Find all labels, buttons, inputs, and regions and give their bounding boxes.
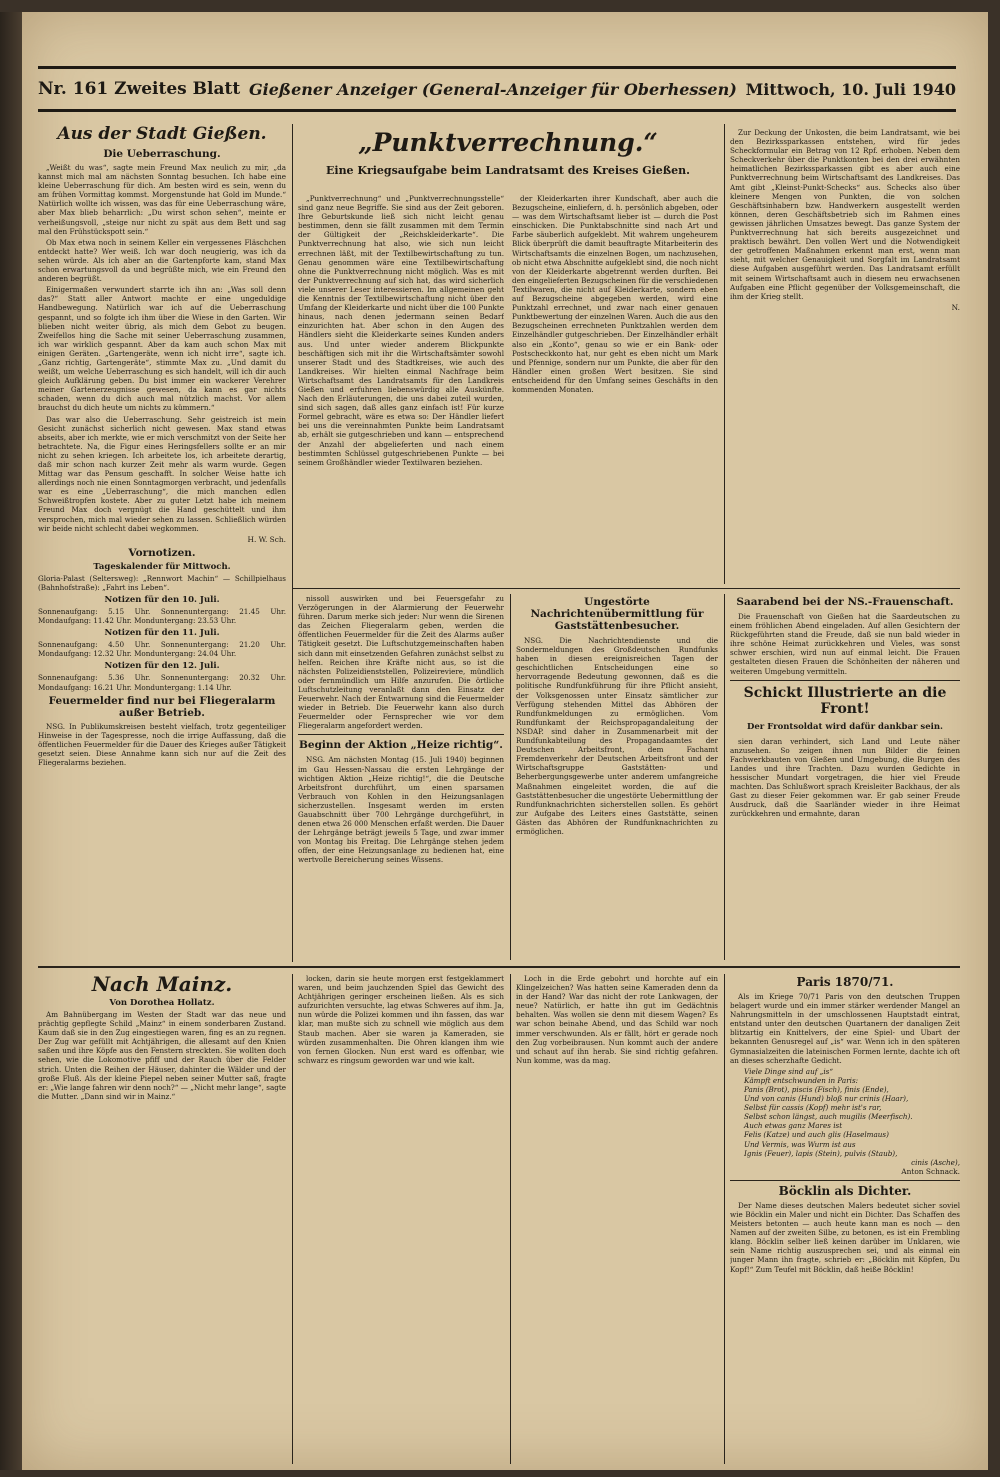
poem-line: Felis (Katze) und auch glis (Haselmaus) — [744, 1130, 889, 1140]
column-rule — [724, 124, 725, 584]
article-paragraph: „Weißt du was“, sagte mein Freund Max neulich zu mir, „da kannst mich mal am nächsten Sonntag besuchen. Ich habe eine kleine Ueberraschung für dich. Am besten wird es sein, wenn du am frühen Vormittag kommst. Morgenstunde hat Gold im Munde.“ Natürlich wollte ich wissen, was das für eine Ueberraschung wäre, aber Max blieb beharrlich: „Du wirst schon sehen“, meinte er verheißungsvoll, „steige nur nicht zu spät aus dem Bett und sag mal den Frühstückspott sein.“ — [38, 163, 286, 236]
story-text: Loch in die Erde gebohrt und horchte auf ein Klingelzeichen? Was hatten seine Kameraden denn da in der Hand? War das nicht der rote Lankwagen, der neue? Natürlich, er hatte ihn gut im Gedächtnis behalten. Was wollen sie denn mit diesem Wagen? Es war schon beinahe Abend, und das Schild war noch immer verschwunden. Als er fällt, hört er gerade noch den Zug vorbeibrausen. Nun kommt auch der andere und schaut auf ihn herab. Sie sind richtig gefahren. Nun komme, was da mag. — [516, 974, 718, 1065]
sun-text: Sonnenaufgang: 4.50 Uhr. Sonnenuntergang: 21.20 Uhr. Mondaufgang: 12.32 Uhr. Monduntergang: 24.04 Uhr. — [38, 640, 286, 659]
paris-column — [730, 974, 960, 1464]
article-paragraph: Einigermaßen verwundert starrte ich ihn an: „Was soll denn das?“ Statt aller Antwort machte er eine ungeduldige Handbewegung. Natürlich war ich auf die Ueberraschung gespannt, und so folgte ich ihm über die Wiese in den Garten. Wir blieben nicht weiter übrig, als mich dem Gebot zu beugen. Zweifellos hing die Sache mit seiner Ueberraschung zusammen, ich war wirklich gespannt. Aber da kam auch schon Max mit einigen Geräten. „Gartengeräte, wenn ich nicht irre“, sagte ich. „Ganz richtig, Gartengeräte“, stimmte Max zu. „Und damit du weißt, um welche Ueberraschung es sich handelt, will ich dir auch gleich Aufklärung geben. Du bist immer ein wackerer Verehrer meiner Gartenerzeugnisse gewesen, da kann es gar nichts schaden, wenn du dich auch mal nützlich machst. Vor allem brauchst du dich heute um nichts zu kümmern.“ — [38, 285, 286, 413]
feature-text: Zur Deckung der Unkosten, die beim Landratsamt, wie bei den Bezirkssparkassen entstehen, wird für jedes Scheckformular ein Betrag von 12 Rpf. erhoben. Neben dem Scheckverkehr über die Punktkonten bei den drei erwähnten heimatlichen Bezirkssparkassen gibt es aber auch eine Punktverrechnung beim Wirtschaftsamt des Landkreises. Das Amt gibt „Kleinst-Punkt-Schecks“ aus. Schecks also über kleinere Mengen von Punkten, die von solchen Geschäftsinhabern bzw. Handwerkern ausgestellt werden können, deren Geschäftsbetrieb sich im Rahmen eines gewissen jährlichen Umsatzes bewegt. Das ganze System der Punktverrechnung hat sich bereits ausgezeichnet und praktisch bewährt. Den vollen Wert und die Notwendigkeit der getroffenen Maßnahmen erkennt man erst, wenn man sieht, mit welcher Genauigkeit und Sorgfalt im Landratsamt diese Aufgaben ausgeführt werden. Das Landratsamt erfüllt mit seinem Wirtschaftsamt auch in diesem neu erwachsenen Aufgaben eine Pflicht gegenüber der Volksgemeinschaft, die ihm der Krieg stellt. — [730, 128, 960, 301]
boecklin-title: Böcklin als Dichter. — [778, 1183, 912, 1198]
feature-text: der Kleiderkarten ihrer Kundschaft, aber auch die Bezugscheine, einliefern, d. h. persönlich abgeben, oder — was dem Wirtschaftsamt lieber ist — durch die Post einschicken. Die Punktabschnitte sind nach Art und Farbe säuberlich aufgeklebt. Mit wahrem ungeheurem Blick überprüft die damit beauftragte Mitarbeiterin des Wirtschaftsamts die einzelnen Bogen, um nachzusehen, ob nicht etwa Abschnitte aufgeklebt sind, die noch nicht von der Kleiderkarte abgetrennt werden durften. Bei den eingelieferten Bezugscheinen für die verschiedenen Textilwaren, die nicht auf Kleiderkarte, sondern eben auf Bezugscheine abgegeben werden, wird eine Punktzahl errechnet, und zwar nach einer genauen Punktbewertung der einzelnen Waren. Auch die aus den Bezugscheinen errechneten Punktzahlen werden dem Einzelhändler gutgeschrieben. Der Einzelhändler erhält also ein „Konto“, genau so wie er ein Bank- oder Postscheckkonto hat, nur geht es eben nicht um Mark und Pfennige, sondern nur um Punkte, die aber für den Händler einen großen Wert besitzen. Sie sind entscheidend für den Umfang seines Geschäfts in den kommenden Monaten. — [512, 194, 718, 394]
section-rule — [730, 680, 960, 681]
radio-title: Ungestörte Nachrichtenübermittlung für Gaststättenbesucher. — [530, 596, 704, 632]
poem-line: Ignis (Feuer), lapis (Stein), pulvis (Staub), — [744, 1148, 898, 1158]
section-title: Aus der Stadt Gießen. — [57, 124, 267, 144]
illustrated-text: sien daran verhindert, sich Land und Leute näher anzusehen. So zeigen ihnen nun Bilder die feinen Fachwerkbauten von Gießen und Umgebung, die Burgen des Landes und ihre Trachten. Dazu wurden Gedichte in hessischer Mundart vorgetragen, die hier viel Freude machten. Das Schlußwort sprach Kreisleiter Backhaus, der als Gast zu dieser Feier gekommen war. Er gab seiner Freude Ausdruck, daß die Saarländer wieder in ihre Heimat zurückkehren und ermahnte, daran — [730, 736, 960, 819]
alarm-text: NSG. In Publikumskreisen besteht vielfach, trotz gegenteiliger Hinweise in der Tagespresse, noch die irrige Auffassung, daß die öffentlichen Feuermelder für die Dauer des Krieges außer Tätigkeit gesetzt seien. Diese Annahme kann sich nur auf die Zeit des Fliegeralarms beziehen. — [38, 721, 286, 767]
feature-deck: Eine Kriegsaufgabe beim Landratsamt des Kreises Gießen. — [326, 164, 690, 177]
feature-column-c — [730, 128, 960, 578]
paris-text: Als im Kriege 70/71 Paris von den deutschen Truppen belagert wurde und ein immer stärker werdender Mangel an Nahrungsmitteln in der umschlossenen Hauptstadt eintrat, entstand unter den deutschen Quartanern der danaligen Zeit blitzartig ein Knittelvers, der eine Spiel- und Ubart der bekannten Genusregel auf „is“ war. Wenn ich in den späteren Gymnasialzeiten die lateinischen Formen lernte, dachte ich oft an dieses scherzhafte Gedicht. — [730, 992, 960, 1065]
article-headline: Die Ueberraschung. — [103, 148, 221, 160]
boecklin-text: Der Name dieses deutschen Malers bedeutet sicher soviel wie Böcklin ein Maler und nicht ein Dichter. Das Schaffen des Meisters betonten — auch heute kann man es noch — den Namen auf der zweiten Silbe, zu betonen, es ist ein Frembling klang. Böcklin selber ließ keinen darüber im Unklaren, wie sein Name richtig auszusprechen sei, und als einmal ein junger Mann ihn fragte, schrieb er: „Böcklin mit Köpfen, Du Kopf!“ Zum Teufel mit Böcklin, daß heiße Böcklin! — [730, 1200, 960, 1274]
poem-line: Und Vermis, was Wurm ist aus — [744, 1139, 856, 1149]
author-signature: H. W. Sch. — [247, 534, 286, 544]
section-rule — [38, 966, 960, 968]
saar-column — [730, 594, 960, 960]
section-rule — [298, 734, 504, 735]
story-column-b — [298, 974, 504, 1464]
column-rule — [510, 974, 511, 1464]
poem-line: Kämpft entschwunden in Paris: — [744, 1075, 859, 1085]
issue-number: Nr. 161 Zweites Blatt — [38, 79, 241, 99]
story-author: Von Dorothea Hollatz. — [109, 998, 215, 1008]
sun-title: Notizen für den 11. Juli. — [104, 628, 220, 639]
alarm-headline: Feuermelder find nur bei Fliegeralarm außer Betrieb. — [48, 694, 276, 719]
article-paragraph: Das war also die Ueberraschung. Sehr geistreich ist mein Gesicht zunächst sicherlich nicht gewesen. Max stand etwas abseits, aber ich merkte, wie er mich verschmitzt von der Seite her betrachtete. Na, die Figur eines Heringsfellers sollte er an mir nicht zu sehen kriegen. Ich arbeitete los, ich arbeitete derartig, daß mir schon nach kurzer Zeit mehr als warm wurde. Gegen Mittag war das Pensum geschafft. In solcher Weise hatte ich allerdings noch nie einen Sonntagmorgen verbracht, und jedenfalls war es eine „Ueberraschung“, die mich manchen edlen Schweißtropfen kostete. Aber zu guter Letzt habe ich meinem Freund Max doch vergnügt die Hand geschüttelt und ihm versprochen, mich mal wieder sehen zu lassen. Schließlich würden wir beide nicht schlecht dabei wegkommen. — [38, 414, 286, 533]
sun-text: Sonnenaufgang: 5.36 Uhr. Sonnenuntergang: 20.32 Uhr. Mondaufgang: 16.21 Uhr. Monduntergang: 1.14 Uhr. — [38, 673, 286, 692]
column-rule — [724, 594, 725, 960]
column-rule — [724, 974, 725, 1464]
poem-line: Selbst schon längst, auch mugilis (Meerfisch). — [744, 1112, 913, 1122]
section-rule — [292, 588, 960, 589]
feature-signature: N. — [951, 302, 960, 312]
section-rule — [730, 1180, 960, 1181]
newspaper-page — [22, 12, 988, 1470]
story-text: locken, darin sie heute morgen erst festgeklammert waren, und beim jauchzenden Spiel das Gewicht des Achtjährigen geringer erscheinen ließen. Als es sich aufzurichten versuchte, lag etwas Schweres auf ihm. Ja, nun würde die Polizei kommen und ihn fassen, das war klar, man mußte sich zu schnell wie möglich aus dem Staub machen. Aber sie waren ja Kameraden, sie würden zusammenhalten. Die Ohren klangen ihm wie von fernen Glocken. Nun erst ward es offenbar, wie schwarz es ringsum geworden war und wie kalt. — [298, 974, 504, 1065]
feature-column-a — [298, 194, 504, 582]
story-column-c — [516, 974, 718, 1464]
story-text: Am Bahnübergang im Westen der Stadt war das neue und prächtig gepflegte Schild „Mainz“ in einem sonderbaren Zustand. Kaum daß sie in den Zug eingestiegen waren, fing es an zu regnen. Der Zug war gefüllt mit Achtjährigen, die allesamt auf den Knien saßen und ihre Köpfe aus den Fenstern streckten. Sie wollten doch sehen, wie die Lokomotive pfiff und der Rauch über die Felder strich. Unten die Reihen der Häuser, dahinter die Wälder und der große Fluß. Als der kleine Piepel neben seiner Mutter saß, fragte er: „Wie lange fahren wir denn noch?“ — „Nicht mehr lange“, sagte die Mutter. „Dann sind wir in Mainz.“ — [38, 1010, 286, 1101]
mid-text: nissoll auswirken und bei Feuersgefahr zu Verzögerungen in der Alarmierung der Feuerwehr führen. Darum merke sich jeder: Nur wenn die Sirenen das Zeichen Fliegeralarm geben, werden die öffentlichen Feuermelder für die Zeit des Alarms außer Tätigkeit gesetzt. Die Luftschutzgemeinschaften haben sich dann mit einsetzenden Gefahren zunächst selbst zu helfen. Reichen ihre Kräfte nicht aus, so ist die nächsten Polizeidienststellen, Polizeireviere, mündlich oder fernmündlich um Hilfe anzurufen. Die örtliche Luftschutzleitung veranlaßt dann den Einsatz der Feuerwehr. Nach der Entwarnung sind die Feuermelder wieder in Betrieb. Die Feuerwehr kann also durch Feuermelder oder Fernsprecher wie vor dem Fliegeralarm angefordert werden. — [298, 594, 504, 731]
saar-text: Die Frauenschaft von Gießen hat die Saardeutschen zu einem fröhlichen Abend eingeladen. Auf allen Gesichtern der Rückgeführten stand die Freude, daß sie nun bald wieder in ihre schöne Heimat zurückkehren und Vieles, was sonst schwer erschien, wird nun auf einmal leicht. Die Frauen gestalteten diesen Frauen die Schönheiten der näheren und weiteren Umgebung vermitteln. — [730, 612, 960, 676]
radio-column — [516, 594, 718, 960]
poem-line: Viele Dinge sind auf „is“ — [744, 1066, 834, 1076]
column-rule — [292, 974, 293, 1464]
story-column-a — [38, 974, 286, 1464]
heating-title: Beginn der Aktion „Heize richtig“. — [299, 739, 503, 752]
column-rule — [292, 124, 293, 962]
scan-edge — [0, 12, 22, 1470]
feature-title: „Punktverrechnung.“ — [358, 128, 658, 157]
poem — [730, 1067, 960, 1167]
sun-title: Notizen für den 12. Juli. — [104, 661, 220, 672]
calendar-text: Gloria-Palast (Seltersweg): „Rennwort Machin“ — Schillpielhaus (Bahnhofstraße): „Fahrt ins Leben“. — [38, 573, 286, 592]
saar-title: Saarabend bei der NS.-Frauenschaft. — [736, 596, 954, 608]
story-title: Nach Mainz. — [91, 974, 233, 996]
heating-text: NSG. Am nächsten Montag (15. Juli 1940) beginnen im Gau Hessen-Nassau die ersten Lehrgänge der wichtigen Aktion „Heize richtig!“, die die Deutsche Arbeitsfront durchführt, um einen sparsamen Verbrauch von Kohlen in den Heizungsanlagen sicherzustellen. Insgesamt werden im ersten Gauabschnitt über 700 Lehrgänge durchgeführt, in denen etwa 26 000 Menschen erfaßt werden. Die Dauer der Lehrgänge beträgt jeweils 5 Tage, und zwar immer von Montag bis Freitag. Die Lehrgänge stehen jedem offen, der eine Heizungsanlage zu bedienen hat, eine wertvolle Bereicherung seines Wissens. — [298, 755, 504, 865]
masthead — [38, 66, 956, 112]
newspaper-title: Gießener Anzeiger (General-Anzeiger für Oberhessen) — [249, 79, 737, 99]
illustrated-title: Schickt Illustrierte an die Front! — [743, 684, 947, 717]
notices-title: Vornotizen. — [128, 546, 196, 559]
feature-column-b — [512, 194, 718, 582]
column-rule — [510, 594, 511, 960]
poem-line: Panis (Brot), piscis (Fisch), finis (Ende), — [744, 1084, 889, 1094]
paris-title: Paris 1870/71. — [796, 975, 894, 989]
poem-line: Auch etwas ganz Mares ist — [744, 1121, 843, 1131]
local-news-column — [38, 124, 286, 962]
article-paragraph: Ob Max etwa noch in seinem Keller ein vergessenes Fläschchen entdeckt hatte? Wer weiß. Ich war doch neugierig, was ich da sehen würde. Als ich aber an die Gartenpforte kam, stand Max schon erwartungsvoll da und begrüßte mich, wie ein Freund den anderen begrüßt. — [38, 237, 286, 284]
sun-title: Notizen für den 10. Juli. — [104, 595, 220, 606]
feature-text: „Punktverrechnung“ und „Punktverrechnungsstelle“ sind ganz neue Begriffe. Sie sind aus der Zeit geboren. Ihre Geburtskunde ließ sich nicht leicht genau bestimmen, denn sie fällt zusammen mit dem Termin der Gültigkeit der „Reichskleiderkarte“. Die Punktverrechnung hat also, wie sich nun leicht errechnen läßt, mit der Textilbewirtschaftung zu tun. Genau genommen wäre eine Textilbewirtschaftung ohne die Punktverrechnung nicht möglich. Was es mit der Punktverrechnung auf sich hat, das wird sicherlich viele unserer Leser interessieren. Im allgemeinen geht die Kenntnis der Textilbewirtschaftung nicht über den Umfang der Kleiderkarte und nicht über die 100 Punkte hinaus, nach denen jedermann seinen Bedarf einzurichten hat. Aber schon in den Augen des Händlers sieht die Kleiderkarte seines Kunden anders aus. Und unter wieder anderem Blickpunkte beschäftigen sich mit ihr die Wirtschaftsämter sowohl unserer Stadt und des Stadtkreises, wie auch des Landkreises. Wir hielten einmal Nachfrage beim Wirtschaftsamt des Landratsamts für den Landkreis Gießen und erfuhren liebenswürdig alle Auskünfte. Nach den Erläuterungen, die uns dabei zuteil wurden, sind sich sagen, daß alles ganz einfach ist! Für kurze Formel gebracht, wäre es etwa so: Der Händler liefert bei uns die vereinnahmten Punkte beim Landratsamt ab, erhält sie gutgeschrieben und kann — entsprechend der Anzahl der abgelieferten und nach einem bestimmten Schlüssel gutgeschriebenen Punkte — bei seinem Großhändler wieder Textilwaren beziehen. — [298, 194, 504, 467]
radio-text: NSG. Die Nachrichtendienste und die Sondermeldungen des Großdeutschen Rundfunks haben in diesen ereignisreichen Tagen der geschichtlichen Entscheidungen eine so hervorragende Bedeutung gewonnen, daß es die politische Rundfunkführung für ihre Pflicht ansieht, der Volksgenossen unter Einsatz sämtlicher zur Verfügung stehenden Mittel das Abhören der Rundfunkmeldungen zu ermöglichen. Vom Rundfunkamt der Reichspropagandaleitung der NSDAP. sind daher in Zusammenarbeit mit der Rundfunkabteilung des Propagandaamtes der Deutschen Arbeitsfront, dem Fachamt Fremdenverkehr der Deutschen Arbeitsfront und der Wirtschaftsgruppe Gaststätten- und Beherbergungsgewerbe unter anderem umfangreiche Maßnahmen eingeleitet worden, die auf die Gaststättenbesucher die ungestörte Uebermittlung der Rundfunknachrichten sicherstellen sollen. Es gehört zur Aufgabe des Leiters eines Gaststätte, seinen Gästen das Abhören der Rundfunknachrichten zu ermöglichen. — [516, 636, 718, 836]
poem-line: cinis (Asche), — [911, 1157, 960, 1167]
calendar-title: Tageskalender für Mittwoch. — [93, 561, 231, 572]
punktverrechnung-header — [298, 128, 718, 185]
poem-line: Selbst für cassis (Kopf) mehr ist's rar, — [744, 1103, 882, 1113]
illustrated-subtitle: Der Frontsoldat wird dafür dankbar sein. — [747, 721, 943, 732]
poem-signature: Anton Schnack. — [901, 1166, 960, 1176]
issue-date: Mittwoch, 10. Juli 1940 — [745, 79, 956, 99]
sun-text: Sonnenaufgang: 5.15 Uhr. Sonnenuntergang: 21.45 Uhr. Mondaufgang: 11.42 Uhr. Monduntergang: 23.53 Uhr. — [38, 607, 286, 626]
poem-line: Und von canis (Hund) bloß nur crinis (Haar), — [744, 1094, 909, 1104]
fire-alarm-continuation — [298, 594, 504, 960]
